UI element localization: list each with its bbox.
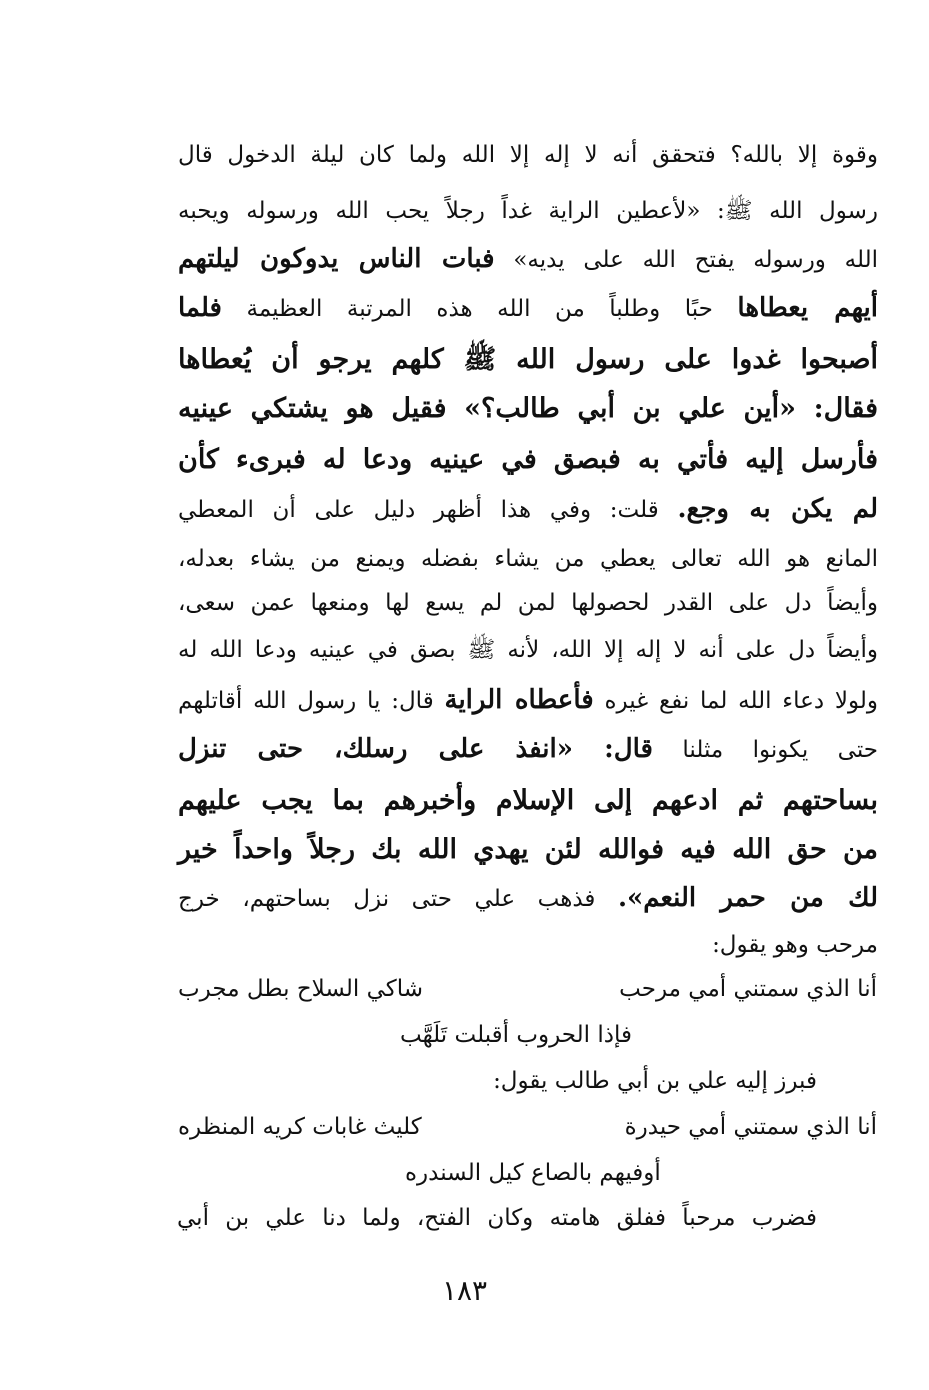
text-line-9: المانع هو الله تعالى يعطي من يشاء بفضله ويمنع من يشاء بعدله، xyxy=(178,546,878,572)
page-number: ١٨٣ xyxy=(441,1274,488,1307)
text-span-8b: قلت: وفي هذا أظهر دليل على أن المعطي xyxy=(178,497,659,523)
text-span-13b: قال: «انفذ على رسلك، حتى تنزل xyxy=(178,734,653,764)
poem1-second-half: شاكي السلاح بطل مجرب xyxy=(178,976,424,1002)
text-span-13a: حتى يكونوا مثلنا xyxy=(682,737,879,763)
poem1-first-half: أنا الذي سمتني أمي مرحب xyxy=(619,976,877,1002)
text-line-17: مرحب وهو يقول: xyxy=(712,932,878,958)
text-span-12c: قال: يا رسول الله أقاتلهم xyxy=(178,688,434,714)
text-line-6: فقال: «أين علي بن أبي طالب؟» فقيل هو يشتكي عينيه xyxy=(178,393,878,424)
poem2-first-half: أنا الذي سمتني أمي حيدرة xyxy=(624,1114,877,1140)
text-line-11: وأيضاً دل على أنه لا إله إلا الله، لأنه ﷺ بصق في عينيه ودعا الله له xyxy=(178,637,878,663)
text-line-10: وأيضاً دل على القدر لحصولها لمن لم يسع لها ومنعها عمن سعى، xyxy=(178,590,878,616)
text-line-4 xyxy=(178,293,878,323)
intro-line-2: فبرز إليه علي بن أبي طالب يقول: xyxy=(493,1068,817,1094)
text-line-8 xyxy=(178,494,878,524)
text-line-3 xyxy=(178,244,878,274)
text-span-16b: فذهب علي حتى نزل بساحتهم، خرج xyxy=(178,886,596,912)
poem2-third: أوفيهم بالصاع كيل السندره xyxy=(405,1160,661,1186)
text-span-4a: أيهم يعطاها xyxy=(737,293,879,323)
text-span-3a: الله ورسوله يفتح الله على يديه» xyxy=(513,247,878,273)
poem1-third: فإذا الحروب أقبلت تَلَهَّب xyxy=(400,1022,632,1048)
text-span-12a: ولولا دعاء الله لما نفع غيره xyxy=(604,688,878,714)
text-span-4c: فلما xyxy=(178,293,222,323)
text-line-16 xyxy=(178,883,878,913)
text-line-1: وقوة إلا بالله؟ فتحقق أنه لا إله إلا الله ولما كان ليلة الدخول قال xyxy=(178,142,878,168)
text-span-4b: حبًا وطلباً من الله هذه المرتبة العظيمة xyxy=(246,296,713,322)
text-line-13 xyxy=(178,734,878,764)
text-line-15: من حق الله فيه فوالله لئن يهدي الله بك رجلاً واحداً خير xyxy=(178,834,878,865)
text-line-14: بساحتهم ثم ادعهم إلى الإسلام وأخبرهم بما يجب عليهم xyxy=(178,785,878,816)
text-span-16a: لك من حمر النعم». xyxy=(617,883,878,913)
text-line-7: فأرسل إليه فأتي به فبصق في عينيه ودعا له فبرىء كأن xyxy=(178,444,878,475)
text-span-12b: فأعطاه الراية xyxy=(444,685,594,715)
text-span-8a: لم يكن به وجع. xyxy=(677,494,879,524)
text-line-2: رسول الله ﷺ: «لأعطين الراية غداً رجلاً يحب الله ورسوله ويحبه xyxy=(178,198,878,224)
poem2-second-half: كليث غابات كريه المنظره xyxy=(178,1114,422,1140)
text-span-3b: فبات الناس يدوكون ليلتهم xyxy=(178,244,495,274)
text-line-5: أصبحوا غدوا على رسول الله ﷺ كلهم يرجو أن يُعطاها xyxy=(178,344,878,375)
text-line-12 xyxy=(178,685,878,715)
text-last-line: فضرب مرحباً ففلق هامته وكان الفتح، ولما دنا علي بن أبي xyxy=(177,1205,817,1231)
